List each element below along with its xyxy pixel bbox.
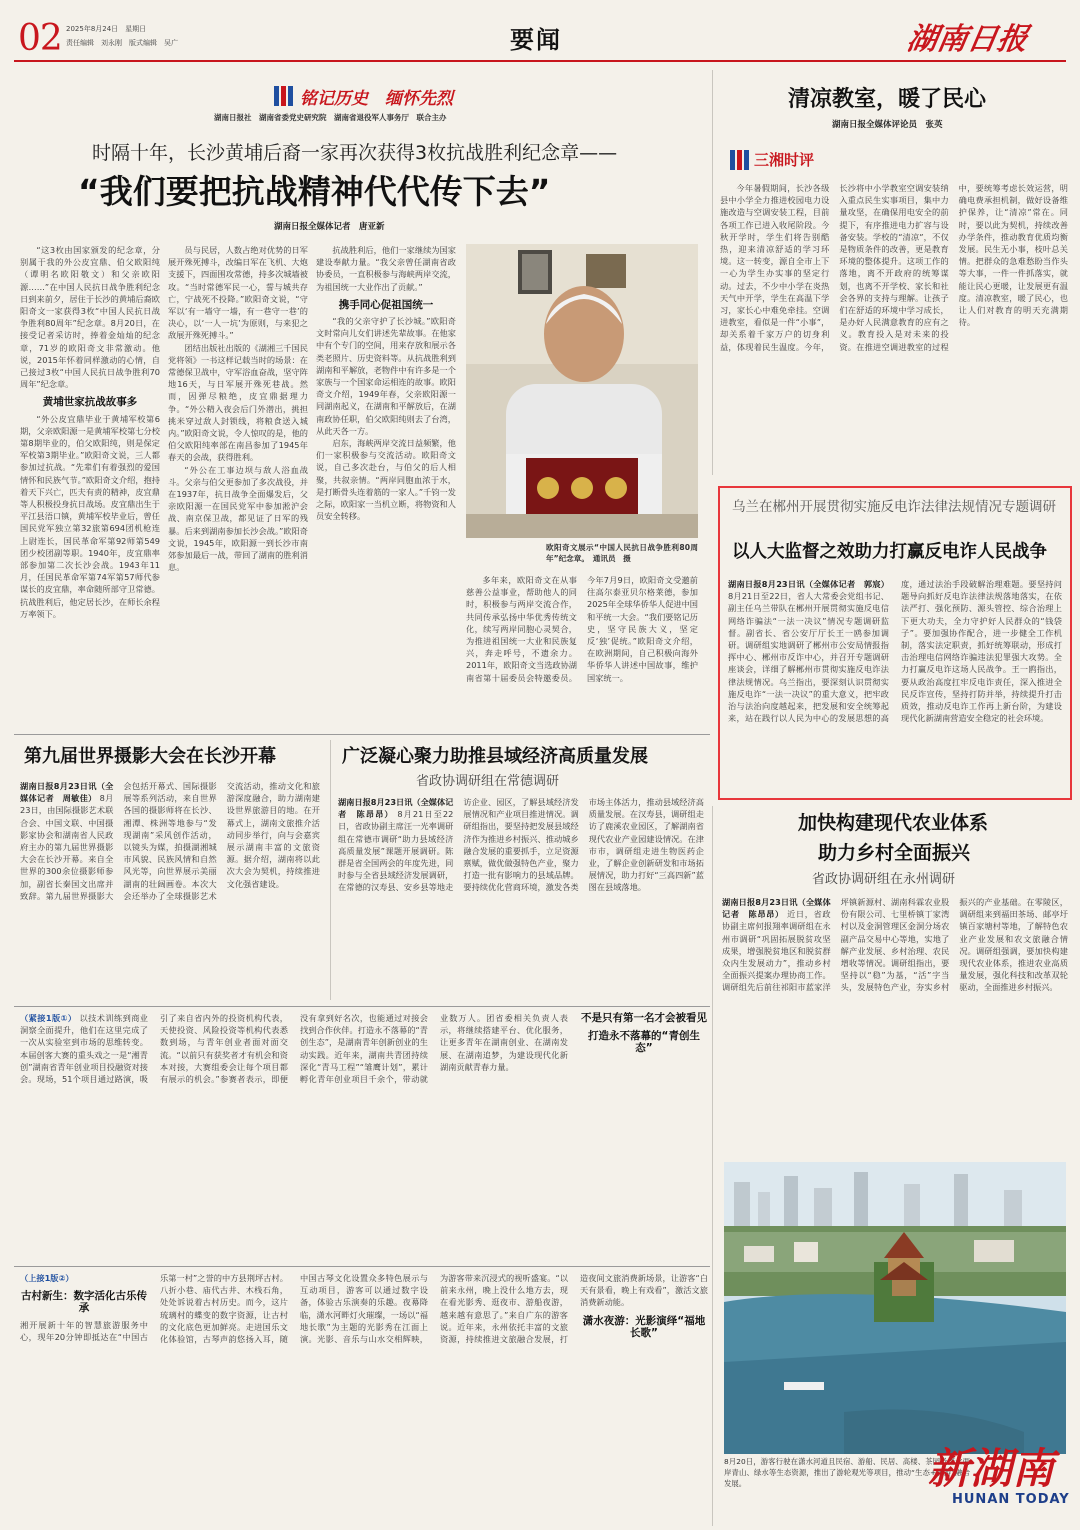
lead-story: [14, 72, 704, 732]
county-title: 广泛凝心聚力助推县域经济高质量发展: [342, 746, 648, 767]
date: 2025年8月24日: [66, 25, 119, 33]
sponsors: 湖南日报社 湖南省委党史研究院 湖南省退役军人事务厅 联合主办: [214, 113, 447, 122]
feature-byline: 湖南日报8月23日讯（全媒体记者 郭宸）: [728, 579, 889, 589]
lead-subheading-2: 携手同心促祖国统一: [338, 298, 434, 311]
lead-paragraph: “外公在工事边坝与敌人浴血战斗。父亲与伯父更参加了多次战役，并在1937年，抗日战争全面爆发后，父亲欧阳源一在国民党军中参加淞沪会战、南京保卫战，都见证了日军的残暴。后来到湖南参加长沙会战。”欧阳奇文说，1945年，欧阳源一到长沙市南郊参加最后一战，带回了湖南的胜利消息。: [168, 464, 308, 573]
county-text: 8月21日至22日，省政协副主席汪一光率调研组在常德市调研“助力县域经济高质量发展”课题开展调研。陈群是省全国两会的年度先进，同时参与全省县域经济发展调研，在常德的汉寿县、安乡县等地走访企业、园区，了解县域经济发展情况和产业项目推进情况。调研组指出，要坚持把发展县域经济作为推进乡村振兴、推动城乡融合发展的重要抓手，立足资源禀赋，做优做强特色产业，聚力打造一批有影响力的县域品牌。要持续优化营商环境，激发各类市场主体活力，推动县域经济高质量发展。在汉寿县，调研组走访了鹿溪农业园区，了解湖南省现代农业产业园建设情况。在津市市，调研组走进生物医药企业，了解企业创新研发和市场拓展情况，助力打好“三高四新”蓝图在县域落地。: [338, 797, 704, 893]
editorial-title: 清凉教室，暖了民心: [788, 87, 987, 112]
county-subtitle: 省政协调研组在常德调研: [416, 774, 560, 789]
agri-text: 近日，省政协副主席何报翔率调研组在永州市调研“巩固拓展脱贫攻坚成果，增强脱贫地区和脱贫群众内生发展动力”，推动乡村全面振兴提案办理协商工作。调研组先后前往祁阳市蓝家洋坪镇新源村、湖南科霖农业股份有限公司、七里桥镇丁家湾村以及金洞管理区金洞分场农副产品交易中心等地，实地了解产业发展、乡村治理、农民增收等情况。调研组指出，要坚持以“稳”为基，“活”字当头，发展特色产业，夯实乡村振兴的产业基础。在零陵区，调研组来到福田茶场、邮亭圩镇百家塘村等地，了解特色农业产业发展和农文旅融合情况。调研组强调，要加快构建现代农业体系，推进农业高质量发展，强化科技和改革双轮驱动，全面推进乡村振兴。: [722, 897, 1068, 993]
jump-story-1: [20, 1012, 708, 1260]
lead-paragraph: “这3枚由国家颁发的纪念章，分别属于我的外公皮宜鼎、伯父欧阳纯（谭明名欧阳敬文）和父亲欧阳源……”在中国人民抗日战争胜利纪念日到来前夕，居住于长沙的黄埔后裔欧阳奇文一家获得3枚“中国人民抗日战争胜利80周年”纪念章。8月20日，在接受记者采访时，捧着金灿灿的纪念章，71岁的欧阳奇文非常激动。他说，2015年怀着同样激动的心情，自己接过3枚“中国人民抗日战争胜利70周年”纪念章。: [20, 245, 160, 390]
brand-english: HUNAN TODAY: [952, 1492, 1070, 1507]
lead-photo: [466, 244, 698, 538]
feature-body: [728, 578, 1062, 792]
column-name: 三湘时评: [754, 151, 815, 169]
lead-photo-caption: 欧阳奇文展示“中国人民抗日战争胜利80周年”纪念章。 通讯员 摄: [546, 543, 698, 563]
agri-title-1: 加快构建现代农业体系: [798, 812, 989, 834]
jump-1-text: 以技术训练到商业洞察全面提升，他们在这里完成了一次从实验室到市场的思维转变。本届创客大赛的重头戏之一是“湘青创”湖南省青年创业项目投融资对接会。现场，51个项目通过路演，吸引了来自省内外的投资机构代表，天使投资、风险投资等机构代表悉数到场，与青年创业者面对面交流。“以前只有获奖者才有机会和资本对接，大赛组委会让每个项目都有展示的机会。”参赛者表示，即便没有拿到好名次，也能通过对接会找到合作伙伴。打造永不落幕的“青创生态”，是湖南青年创新创业的生动实践。近年来，湖南共青团持续深化“青马工程”“雏鹰计划”，累计孵化青年创业项目千余个，带动就业数万人。团省委相关负责人表示，将继续搭建平台、优化服务，让更多青年在湖南创业、在湖南发展、在湖南追梦，为建设现代化新湖南贡献青春力量。: [20, 1013, 568, 1085]
jump-2-tag: （上接1版②）: [20, 1273, 74, 1283]
jump-1-subheading: 不是只有第一名才会被看见: [581, 1012, 707, 1024]
editors: 责任编辑 刘永刚 版式编辑 吴广: [66, 39, 178, 47]
feature-box: [718, 486, 1072, 800]
lead-byline: 湖南日报全媒体记者 唐亚新: [274, 222, 385, 232]
jump-2-subheading-2: 潇水夜游：光影演绎“福地长歌”: [582, 1314, 706, 1339]
county-body: [338, 796, 704, 992]
lead-paragraph: 启东，海峡两岸交流日益频繁，他们一家积极参与交流活动。欧阳奇文说，自己多次赴台，与伯父的后人相聚，共叙亲情。“两岸同胞血浓于水，是打断骨头连着筋的一家人。”千钧一发之际，欧阳家一当机立断，将物资和人员安全转移。: [316, 438, 456, 522]
agri-body: [722, 896, 1068, 1152]
agri-story: [720, 806, 1070, 1526]
lead-column-1: [20, 244, 160, 730]
lead-headline: “我们要把抗战精神代代传下去”: [78, 172, 551, 211]
photography-story: [14, 738, 324, 998]
brand-logo: 新湖南: [928, 1444, 1055, 1493]
county-story: [336, 738, 708, 998]
column-title: 铭记历史 缅怀先烈: [300, 89, 453, 109]
flag-icon: [730, 148, 750, 176]
lead-column-2: [168, 244, 308, 730]
lead-subheading-1: 黄埔世家抗战故事多: [42, 396, 138, 409]
lead-kicker: 时隔十年，长沙黄埔后裔一家再次获得3枚抗战胜利纪念章——: [92, 142, 618, 164]
photography-body: [20, 780, 320, 990]
lead-paragraph: 员与民居，人数占绝对优势的日军展开殊死搏斗，改编日军在飞机、大炮支援下，四面围攻常德，持多次城墙被攻。“当时常德军民一心，誓与城共存亡，宁战死不投降。”欧阳奇文说，“守军以‘有一墙守一墙，有一巷守一巷’的决心，以‘一人一坑’为原则，与来犯之敌展开殊死搏斗。”: [168, 245, 308, 341]
photography-title: 第九届世界摄影大会在长沙开幕: [24, 746, 276, 767]
jump-2-text: 湘开展新十年的智慧旅游服务中心，现年20分钟即抵达在“中国古乐第一村”之誉的中方县荆坪古村。八折小巷、庙代古井、木栈石角，处处诉说着古村历史。而今，这片琉璃村的蝶变的数字资源，让古村的文化底色更加鲜亮。走进国乐文化体验馆，古琴声韵悠扬入耳，随中国古琴文化设置众多特色展示与互动项目，游客可以通过数字设备，体验古乐演奏的乐趣。夜幕降临，潇水河畔灯火璀璨，一场以“福地长歌”为主题的光影秀在江面上演。光影、音乐与山水交相辉映，为游客带来沉浸式的视听盛宴。“以前来永州，晚上没什么地方去，现在看光影秀、逛夜市、游船夜游，越来越有意思了。”来自广东的游客说。近年来，永州依托丰富的文旅资源，持续推进文旅融合发展，打造夜间文旅消费新场景，让游客“白天有景看，晚上有戏看”，激活文旅消费新动能。: [20, 1273, 708, 1345]
section-name: 要闻: [510, 25, 562, 54]
feature-title: 以人大监督之效助力打赢反电诈人民战争: [732, 542, 1047, 562]
lead-paragraph: 抗战胜利后，他们一家继续为国家建设奉献力量。“我父亲曾任湖南省政协委员，一直积极参与海峡两岸交流，为祖国统一大业作出了贡献。”: [316, 245, 456, 292]
lead-paragraph: “我的父亲守护了长沙城。”欧阳奇文时常向儿女们讲述先辈故事。在他家中有个专门的空间，用来存放和展示各类老照片、历史资料等。从抗战胜利到湖南和平解放，老物件中有许多是一个家族与一个国家命运相连的故事。欧阳奇文介绍，1949年春，父亲欧阳源一同湖南起义，在湖南和平解放后，在湖南政协任职，伯父欧阳纯则去了台湾，从此天各一方。: [316, 316, 456, 436]
agri-byline: 湖南日报8月23日讯（全媒体记者 陈昂昂）: [722, 897, 831, 920]
feature-kicker: 乌兰在郴州开展贯彻实施反电诈法律法规情况专题调研: [732, 499, 1056, 515]
jump-1-tag: （紧接1版①）: [20, 1013, 77, 1023]
lead-paragraph: 团结出版社出版的《湖湘三千国民党将领》一书这样记载当时的场景：在常德保卫战中，守军浴血奋战，坚守阵地16天，与日军展开殊死巷战。然而，因弹尽粮绝，皮宜鼎据理力争。“外公精入夜会后门外潜出，挑担挑米穿过敌人封锁线，将粮食送入城内。”欧阳奇文说，令人惊叹的是，他的伯父欧阳纯率部在南昌参加了1945年春天的会战，获得胜利。: [168, 342, 308, 463]
flag-icon: [274, 84, 296, 112]
feature-text: 8月21日至22日，省人大常委会党组书记、副主任乌兰带队在郴州开展贯彻实施反电信网络诈骗法“一法一决议”情况专题调研监督。副省长、省公安厅厅长王一鸥参加调研。调研组实地调研了郴州市公安局情报指挥中心、郴州市反诈中心，并召开专题调研座谈会，详细了解郴州市贯彻实施反电诈法律法规情况。乌兰指出，要深刻认识贯彻实施反电诈“一法一决议”的重大意义，把牢政治与法治向度越起来，把发展和安全统筹起来，站在践行以人民为中心的发展思想的高度，通过法治手段破解治理难题。要坚持问题导向抓好反电诈法律法规落地落实，在依法严打、强化预防、源头管控、综合治理上下更大功夫，全力守护好人民群众的“钱袋子”。要加强协作配合，进一步健全工作机制，落实法定职责，抓好统筹联动，形成打击治理电信网络诈骗违法犯罪强大攻势。全力打赢反电诈这场人民战争。王一鸥指出，要从政治高度扛牢反电诈责任，深入推进全民反诈宣传，坚持打防并举，持续提升打击质效，推动反电诈工作再上新台阶，为建设现代化新湖南营造安全稳定的社会环境。: [728, 579, 1062, 724]
agri-photo-caption: 8月20日，游客行驶在潇水河道且民宿、游船、民居、高楼、茶园及潇水两岸青山、绿水等生态资源，推出了游轮观光等项目，推动“生态+旅游”融合发展。: [724, 1457, 970, 1488]
lead-column-4: 多年来，欧阳奇文在从事慈善公益事业，帮助他人的同时，积极参与两岸交流合作，共同传承弘扬中华优秀传统文化，续写两岸同胞心灵契合，为推进祖国统一大业和民族复兴，奔走呼号，不遗余力。2011年，欧阳奇文当选政协湖南省第十届委员会特邀委员。今年7月9日，欧阳奇文受邀前往高尔泰亚贝尔格莱德，参加2025年全球华侨华人促进中国和平统一大会。“我们要铭记历史，坚守民族大义，坚定反‘独’促统。”欧阳奇文介绍，在欧洲期间，自己积极向海外华侨华人讲述中国故事，维护国家统一。: [466, 575, 698, 683]
editorial-body: 今年暑假期间，长沙各级县中小学全力推进校园电力设施改造与空调安装工程，目前各项工作已进入收尾阶段。今秋开学时，学生们将告别酷热，迎来清凉舒适的学习环境。这一转变，源自全市上下一心为学生办实事的坚定行动。过去，不少中小学在炎热天气中开学，学生在高温下学习，家长心中难免牵挂。空调进教室，看似是一件“小事”，却关系着千家万户的切身利益，体现着民生温度。今年，长沙将中小学教室空调安装纳入重点民生实事项目，集中力量攻坚，在确保用电安全的前提下，有序推进电力扩容与设备安装。学校的“清凉”，不仅是物质条件的改善，更是教育环境的整体提升。这项工作的落地，离不开政府的统筹谋划，也离不开学校、家长和社会各界的支持与理解。让孩子们在舒适的环境中学习成长，是办好人民满意教育的应有之义。教育投入是对未来的投资。在推进空调进教室的过程中，要统筹考虑长效运营，明确电费承担机制，做好设备维护保养，让“清凉”常在。同时，要以此为契机，持续改善办学条件，推动教育优质均衡发展。民生无小事，枝叶总关情。把群众的急难愁盼当作头等大事，一件一件抓落实，就能让民心更暖，让发展更有温度。清凉教室，暖了民心，也让人们对教育的明天充满期待。: [720, 183, 1068, 352]
masthead-logo: 湖南日报: [904, 22, 1031, 57]
page-header: [0, 0, 1080, 62]
lead-column-3: [316, 244, 456, 730]
lead-paragraph: “外公皮宜鼎毕业于黄埔军校第6期，父亲欧阳源一是黄埔军校第七分校第8期毕业的，伯父欧阳纯，则是保定军校第3期毕业。”欧阳奇文说，三人都参加过抗战。“先辈们有着强烈的爱国情怀和民族气节。”欧阳奇文介绍，抱持着天下兴亡，匹夫有责的精神，皮宜鼎等人积极投身抗日战场。皮宜鼎出生于平江县浯口镇，黄埔军校毕业后，曾任国民党军独立第32旅第694团机枪连上尉连长，国民革命军第92师第549团少校团副等职。1940年，皮宜鼎率部参加第二次长沙会战。1943年11月，任国民革命军第74军第57师代参谋长的皮宜鼎，率命随所部守卫常德。抗战胜利后，他定居长沙，在师长余程万率领下。: [20, 413, 160, 619]
jump-2-subheading: 古村新生：数字活化古乐传承: [21, 1290, 147, 1315]
jump-1-subheading-2: 打造永不落幕的“青创生态”: [588, 1030, 700, 1055]
editorial-byline: 湖南日报全媒体评论员 张英: [832, 120, 943, 130]
photography-text: 8月23日，由国际摄影艺术联合会、中国文联、中国摄影家协会和湖南省人民政府主办的第九届世界摄影大会在长沙开幕。来自全世界的300余位摄影师参加，副省长秦国文出席并致辞。第九届世界摄影大会包括开幕式、国际摄影展等系列活动，来自世界各国的摄影师将在长沙、湘潭、株洲等地参与“发现湖南”采风创作活动，以镜头为媒，拍摄湖湘城市风貌、民族风情和自然风光等，向世界展示美丽湖南的壮阔画卷。本次大会还举办了全球摄影艺术交流活动，推动文化和旅游深度融合，助力湖南建设世界旅游目的地。在开幕式上，湖南文旅推介活动同步举行，向与会嘉宾展示湖南丰富的文旅资源。据介绍，湖南将以此次大会为契机，持续推进文化强省建设。: [20, 781, 320, 901]
commentary-badge: [730, 144, 826, 178]
county-byline: 湖南日报8月23日讯（全媒体记者 陈昂昂）: [338, 797, 454, 820]
issue-date: [66, 24, 146, 34]
weekday: 星期日: [125, 25, 147, 33]
agri-photo: [724, 1162, 1066, 1454]
agri-subtitle: 省政协调研组在永州调研: [812, 872, 956, 887]
page-number: 02: [18, 18, 62, 59]
photography-byline: 湖南日报8月23日讯（全媒体记者 周敏佳）: [20, 781, 114, 804]
agri-title-2: 助力乡村全面振兴: [818, 842, 971, 864]
editorial: [720, 72, 1070, 482]
jump-story-2: [20, 1272, 708, 1522]
